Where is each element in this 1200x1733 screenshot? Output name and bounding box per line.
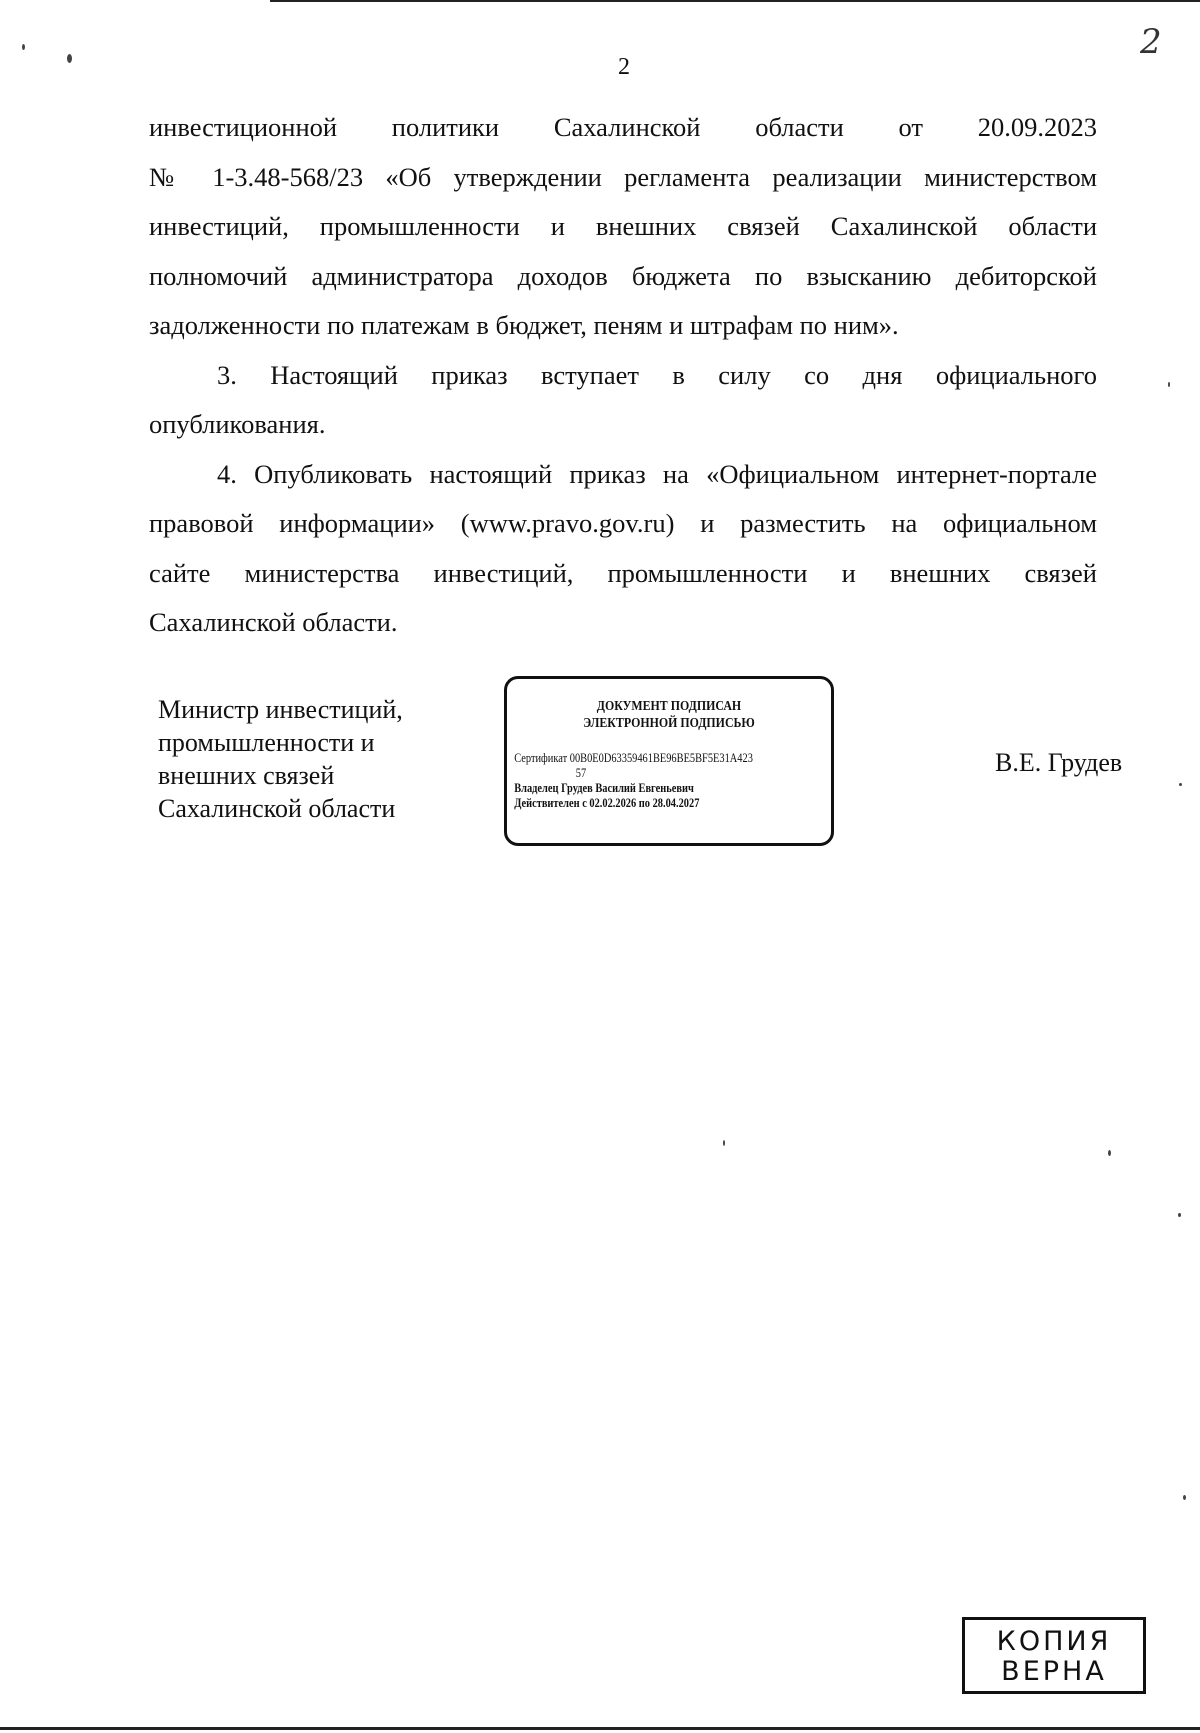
body-line: опубликования.: [149, 409, 326, 439]
signer-position: [158, 693, 403, 825]
stamp-heading-2: ЭЛЕКТРОННОЙ ПОДПИСЬЮ: [583, 716, 755, 731]
scan-speck: [1179, 783, 1182, 786]
body-line: сайте министерства инвестиций, промышленности и внешних связей: [149, 557, 1097, 588]
handwritten-page-mark: 2: [1140, 22, 1162, 62]
signer-position-line: Сахалинской области: [158, 794, 396, 823]
scan-speck: [1183, 1495, 1186, 1500]
scan-bottom-edge: [0, 1727, 1200, 1730]
body-line: задолженности по платежам в бюджет, пеням и штрафам по ним».: [149, 310, 899, 340]
scan-speck: [1108, 1150, 1111, 1156]
copy-stamp-line-2: ВЕРНА: [1001, 1656, 1107, 1687]
stamp-certificate-cont: 57: [575, 765, 587, 780]
signer-position-line: внешних связей: [158, 761, 335, 790]
copy-stamp-line-1: КОПИЯ: [996, 1626, 1112, 1657]
body-line: инвестиций, промышленности и внешних связей Сахалинской области: [149, 211, 1097, 241]
stamp-owner: Владелец Грудев Василий Евгеньевич: [514, 780, 694, 795]
body-line: правовой информации» (www.pravo.gov.ru) и разместить на официальном: [149, 508, 1097, 538]
body-line: инвестиционной политики Сахалинской области от 20.09.2023: [149, 112, 1097, 142]
body-line: Сахалинской области.: [149, 607, 398, 637]
scan-speck: [22, 44, 25, 50]
copy-certified-stamp: [962, 1617, 1146, 1694]
scan-speck: [1168, 382, 1170, 387]
item-3-line: 3. Настоящий приказ вступает в силу со дня официального: [217, 359, 1097, 390]
page-number: 2: [618, 54, 630, 80]
electronic-signature-stamp: [504, 676, 834, 846]
scan-speck: [1178, 1213, 1181, 1217]
scan-speck: [723, 1140, 725, 1146]
scan-speck: [67, 54, 72, 63]
item-4-line: 4. Опубликовать настоящий приказ на «Официальном интернет-портале: [217, 458, 1097, 489]
signer-position-line: промышленности и: [158, 728, 375, 757]
scan-top-edge: [270, 0, 1200, 2]
stamp-validity: Действителен с 02.02.2026 по 28.04.2027: [514, 795, 700, 810]
body-line: № 1-3.48-568/23 «Об утверждении регламента реализации министерством: [149, 161, 1097, 192]
order-body-text: [149, 103, 1097, 648]
body-line: полномочий администратора доходов бюджета по взысканию дебиторской: [149, 260, 1097, 291]
stamp-certificate: Сертификат 00B0E0D63359461BE96BE5BF5E31A423: [514, 750, 753, 765]
signer-position-line: Министр инвестиций,: [158, 695, 403, 724]
signer-name: В.Е. Грудев: [995, 748, 1123, 777]
stamp-heading-1: ДОКУМЕНТ ПОДПИСАН: [596, 699, 742, 714]
